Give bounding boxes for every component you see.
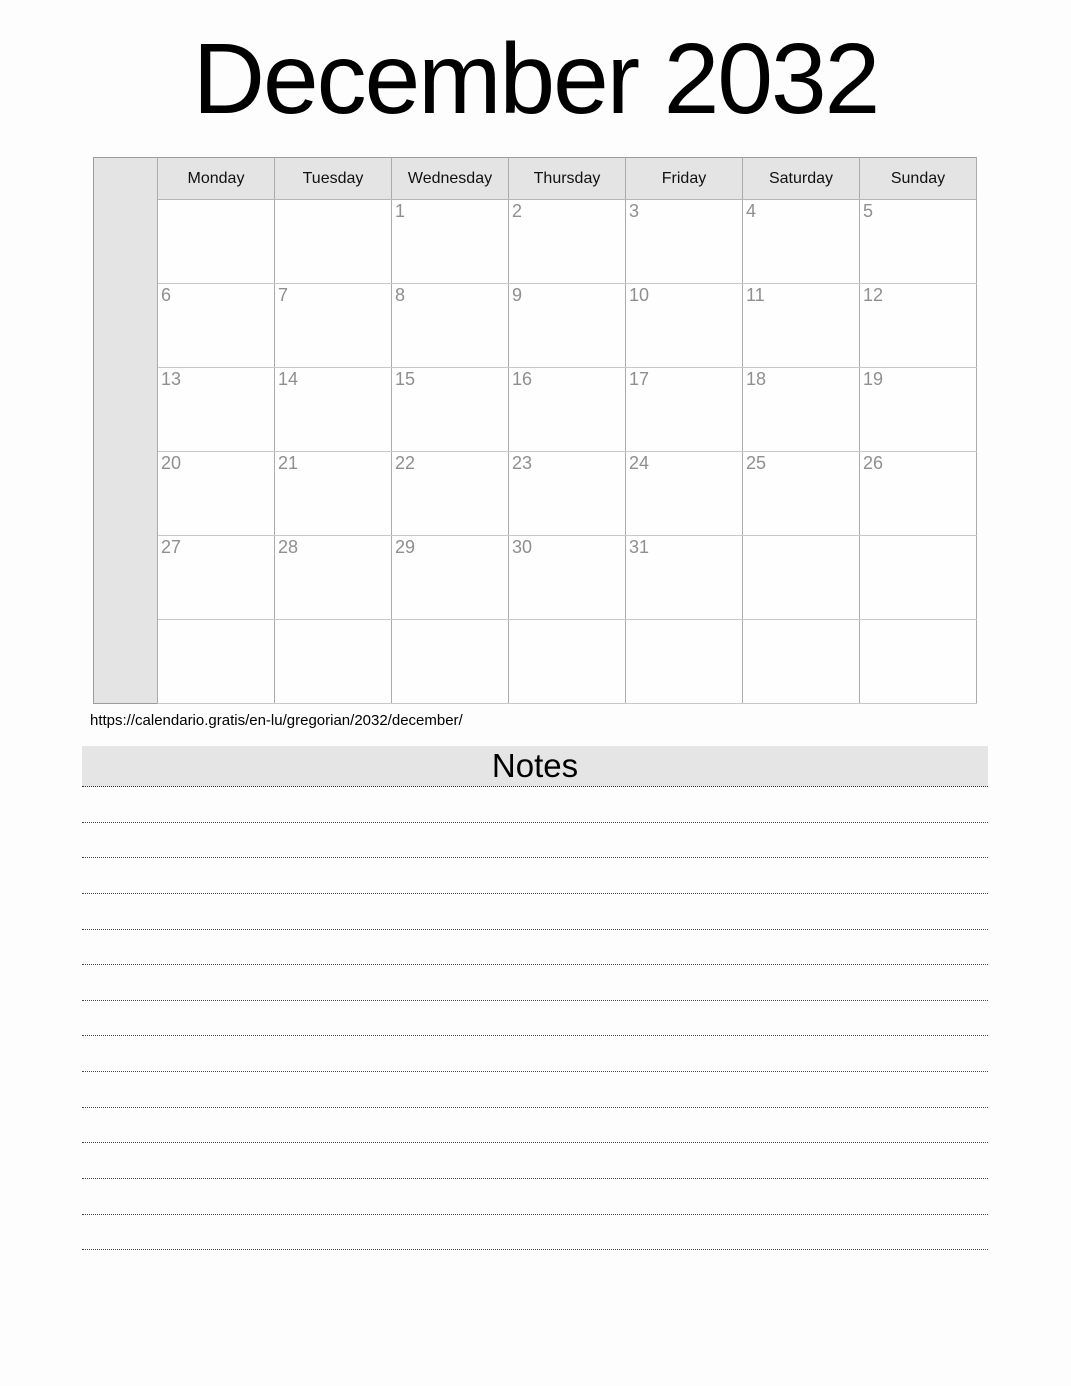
day-cell-30: 30 — [509, 536, 626, 620]
day-cell-empty — [392, 620, 509, 704]
weekday-header-monday: Monday — [158, 158, 275, 200]
note-line — [82, 823, 988, 859]
page-title: December 2032 — [192, 23, 879, 135]
day-cell-25: 25 — [743, 452, 860, 536]
note-line — [82, 1215, 988, 1251]
notes-lines — [82, 787, 988, 1250]
day-cell-4: 4 — [743, 200, 860, 284]
day-cell-empty — [626, 620, 743, 704]
day-cell-18: 18 — [743, 368, 860, 452]
day-cell-26: 26 — [860, 452, 977, 536]
day-cell-empty — [275, 620, 392, 704]
weekday-header-thursday: Thursday — [509, 158, 626, 200]
day-cell-8: 8 — [392, 284, 509, 368]
day-cell-empty — [860, 536, 977, 620]
day-cell-31: 31 — [626, 536, 743, 620]
source-url: https://calendario.gratis/en-lu/gregorian/2032/december/ — [90, 712, 463, 729]
day-cell-15: 15 — [392, 368, 509, 452]
day-cell-16: 16 — [509, 368, 626, 452]
day-cell-12: 12 — [860, 284, 977, 368]
weekday-header-saturday: Saturday — [743, 158, 860, 200]
notes-header — [82, 746, 988, 787]
day-cell-23: 23 — [509, 452, 626, 536]
note-line — [82, 1108, 988, 1144]
week-row — [94, 620, 977, 704]
day-cell-empty — [158, 620, 275, 704]
notes-title: Notes — [491, 747, 579, 784]
day-cell-empty — [743, 620, 860, 704]
day-cell-21: 21 — [275, 452, 392, 536]
weekday-header-row — [94, 158, 977, 200]
note-line — [82, 894, 988, 930]
week-row — [94, 200, 977, 284]
day-cell-3: 3 — [626, 200, 743, 284]
note-line — [82, 1179, 988, 1215]
note-line — [82, 1001, 988, 1037]
day-cell-13: 13 — [158, 368, 275, 452]
week-row — [94, 536, 977, 620]
day-cell-5: 5 — [860, 200, 977, 284]
day-cell-14: 14 — [275, 368, 392, 452]
day-cell-24: 24 — [626, 452, 743, 536]
day-cell-29: 29 — [392, 536, 509, 620]
week-row — [94, 452, 977, 536]
calendar-body — [94, 158, 977, 704]
note-line — [82, 858, 988, 894]
weekday-header-sunday: Sunday — [860, 158, 977, 200]
calendar-table — [93, 157, 977, 704]
day-cell-10: 10 — [626, 284, 743, 368]
weekday-header-wednesday: Wednesday — [392, 158, 509, 200]
day-cell-22: 22 — [392, 452, 509, 536]
day-cell-11: 11 — [743, 284, 860, 368]
day-cell-1: 1 — [392, 200, 509, 284]
day-cell-7: 7 — [275, 284, 392, 368]
day-cell-6: 6 — [158, 284, 275, 368]
note-line — [82, 1072, 988, 1108]
day-cell-empty — [158, 200, 275, 284]
day-cell-empty — [509, 620, 626, 704]
left-gutter-cell — [94, 158, 158, 704]
day-cell-empty — [275, 200, 392, 284]
note-line — [82, 930, 988, 966]
day-cell-9: 9 — [509, 284, 626, 368]
note-line — [82, 787, 988, 823]
week-row — [94, 368, 977, 452]
weekday-header-tuesday: Tuesday — [275, 158, 392, 200]
day-cell-2: 2 — [509, 200, 626, 284]
day-cell-17: 17 — [626, 368, 743, 452]
day-cell-20: 20 — [158, 452, 275, 536]
weekday-header-friday: Friday — [626, 158, 743, 200]
day-cell-empty — [743, 536, 860, 620]
day-cell-28: 28 — [275, 536, 392, 620]
day-cell-empty — [860, 620, 977, 704]
note-line — [82, 1036, 988, 1072]
note-line — [82, 965, 988, 1001]
week-row — [94, 284, 977, 368]
day-cell-27: 27 — [158, 536, 275, 620]
note-line — [82, 1143, 988, 1179]
day-cell-19: 19 — [860, 368, 977, 452]
